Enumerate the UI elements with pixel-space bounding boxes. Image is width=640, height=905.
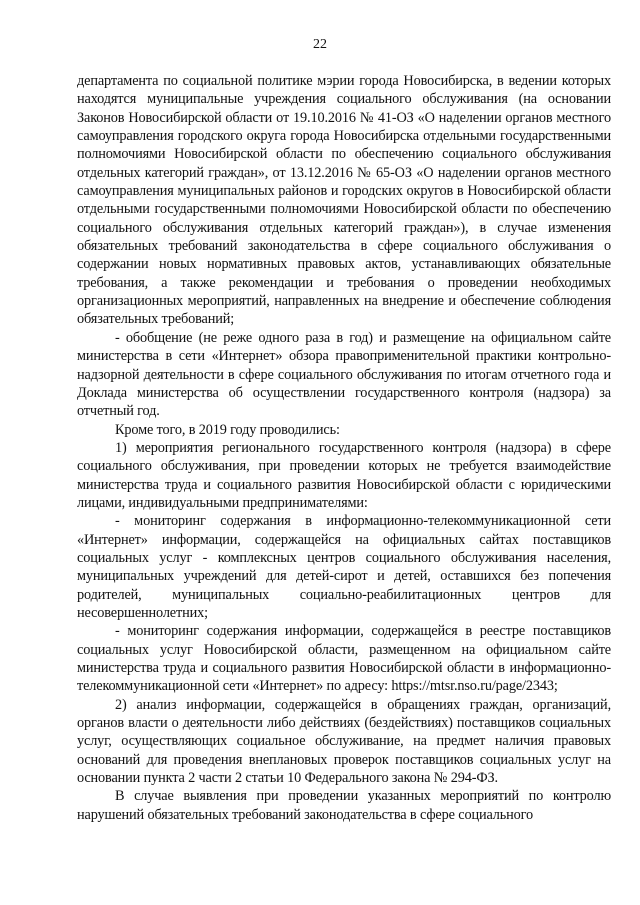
paragraph-website-monitoring: - мониторинг содержания в информационно-телекоммуникационной сети «Интернет» информации, содержащейся на официальных сайтах поставщиков социальных услуг - комплексных центров социального обслуживания населения, муниципальных учреждений для детей-сирот и детей, оставшихся без попечения родителей, муниципальных социально-реабилитационных центров для несовершеннолетних; bbox=[77, 513, 611, 621]
document-body bbox=[77, 72, 611, 824]
paragraph-also-conducted: Кроме того, в 2019 году проводились: bbox=[115, 421, 340, 438]
paragraph-violations-detected: В случае выявления при проведении указанных мероприятий по контролю нарушений обязательных требований законодательства в сфере социального bbox=[77, 788, 611, 823]
paragraph-practice-review: - обобщение (не реже одного раза в год) и размещение на официальном сайте министерства в сети «Интернет» обзора правоприменительной практики контрольно-надзорной деятельности в сфере социального обслуживания по итогам отчетного года и Доклада министерства об осуществлении государственного контроля (надзора) за отчетный год. bbox=[77, 329, 611, 420]
paragraph-registry-monitoring: - мониторинг содержания информации, содержащейся в реестре поставщиков социальных услуг Новосибирской области, размещенном на официальном сайте министерства труда и социального развития Новосибирской области в информационно-телекоммуникационной сети «Интернет» по адресу: https://mtsr.nso.ru/page/2343; bbox=[77, 623, 611, 695]
paragraph-control-measures: 1) мероприятия регионального государственного контроля (надзора) в сфере социального обслуживания, при проведении которых не требуется взаимодействие министерства труда и социального развития Новосибирской области с юридическими лицами, индивидуальными предпринимателями: bbox=[77, 439, 611, 511]
paragraph-appeals-analysis: 2) анализ информации, содержащейся в обращениях граждан, организаций, органов власти о деятельности либо действиях (бездействиях) поставщиков социальных услуг, осуществляющих социальное обслуживание, на предмет наличия правовых оснований для проведения внеплановых проверок поставщиков социальных услуг на основании пункта 2 части 2 статьи 10 Федерального закона № 294-ФЗ. bbox=[77, 696, 611, 787]
paragraph-department-duties: департамента по социальной политике мэрии города Новосибирска, в ведении которых находятся муниципальные учреждения социального обслуживания (на основании Законов Новосибирской области от 19.10.2016 № 41-ОЗ «О наделении органов местного самоуправления городского округа города Новосибирска отдельными государственными полномочиями Новосибирской области по обеспечению социального обслуживания отдельных категорий граждан», от 13.12.2016 № 65-ОЗ «О наделении органов местного самоуправления муниципальных районов и городских округов в Новосибирской области отдельными государственными полномочиями Новосибирской области по обеспечению социального обслуживания отдельных категорий граждан»), в случае изменения обязательных требований законодательства в сфере социального обслуживания о содержании новых нормативных правовых актов, устанавливающих обязательные требования, а также рекомендации и требования о проведении необходимых организационных мероприятий, направленных на внедрение и обеспечение соблюдения обязательных требований; bbox=[77, 73, 611, 328]
page-number: 22 bbox=[313, 37, 327, 52]
